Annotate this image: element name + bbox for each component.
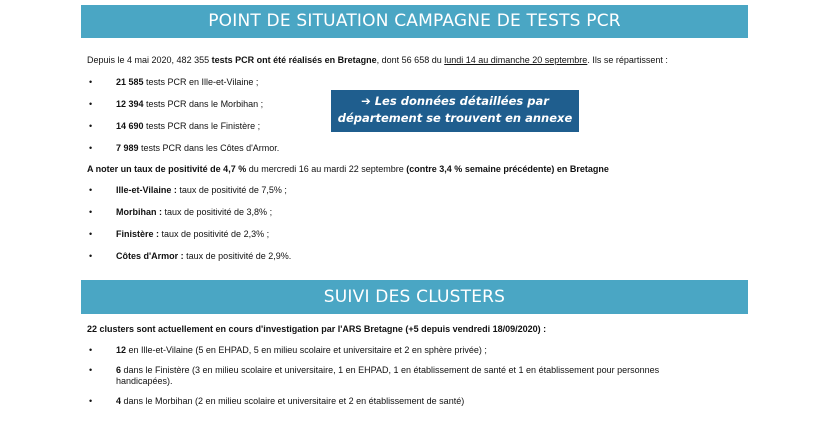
- list-item: [116, 143, 279, 154]
- positivity-part1: A noter un taux de positivité de 4,7 %: [87, 164, 247, 174]
- list-item: [116, 207, 272, 218]
- test-text: tests PCR dans le Finistère ;: [143, 121, 261, 131]
- rate-text: taux de positivité de 2,9%.: [183, 251, 292, 261]
- bullet-icon: •: [89, 396, 93, 406]
- list-item: [116, 251, 291, 262]
- section-title-clusters: SUIVI DES CLUSTERS: [81, 280, 748, 314]
- bullet-icon: •: [89, 121, 93, 131]
- cluster-text: dans le Morbihan (2 en milieu scolaire et universitaire et 2 en établissement de santé): [121, 396, 465, 406]
- list-item: [116, 121, 260, 132]
- list-item-continuation: handicapées).: [116, 376, 173, 386]
- cluster-text: en Ille-et-Vilaine (5 en EHPAD, 5 en milieu scolaire et universitaire et 2 en sphère privée) ;: [126, 345, 487, 355]
- dept-name: Finistère :: [116, 229, 160, 239]
- test-count: 14 690: [116, 121, 144, 131]
- bullet-icon: •: [89, 345, 93, 355]
- list-item: [116, 185, 287, 196]
- intro-part2: , dont 56 658 du: [376, 55, 445, 65]
- bullet-icon: •: [89, 229, 93, 239]
- callout-line1: ➔ Les données détaillées par: [361, 94, 549, 108]
- bullet-icon: •: [89, 185, 93, 195]
- cluster-count: 12: [116, 345, 127, 355]
- annex-callout: [331, 90, 579, 132]
- intro-part1: Depuis le 4 mai 2020, 482 355: [87, 55, 212, 65]
- dept-name: Côtes d'Armor :: [116, 251, 184, 261]
- rate-text: taux de positivité de 7,5% ;: [176, 185, 287, 195]
- section-title-tests: POINT DE SITUATION CAMPAGNE DE TESTS PCR: [81, 5, 748, 38]
- clusters-intro-text: 22 clusters sont actuellement en cours d'investigation par l'ARS Bretagne (+5 depuis vendredi 18/09/2020) :: [87, 324, 547, 334]
- list-item: [116, 229, 269, 240]
- rate-text: taux de positivité de 2,3% ;: [159, 229, 270, 239]
- rate-text: taux de positivité de 3,8% ;: [162, 207, 273, 217]
- bullet-icon: •: [89, 365, 93, 375]
- test-text: tests PCR dans le Morbihan ;: [143, 99, 264, 109]
- list-item: [116, 396, 464, 407]
- list-item: [116, 365, 659, 376]
- bullet-icon: •: [89, 77, 93, 87]
- bullet-icon: •: [89, 207, 93, 217]
- cluster-text: dans le Finistère (3 en milieu scolaire et universitaire, 1 en EHPAD, 1 en établissement de santé et 1 en établissement pour personnes: [121, 365, 660, 375]
- dept-name: Morbihan :: [116, 207, 162, 217]
- positivity-intro: [87, 164, 609, 175]
- positivity-part3: (contre 3,4 % semaine précédente) en Bretagne: [406, 164, 609, 174]
- bullet-icon: •: [89, 251, 93, 261]
- test-count: 7 989: [116, 143, 139, 153]
- intro-part3: . Ils se répartissent :: [587, 55, 668, 65]
- intro-part1-bold: tests PCR ont été réalisés en Bretagne: [211, 55, 377, 65]
- cluster-count: 4: [116, 396, 122, 406]
- bullet-icon: •: [89, 99, 93, 109]
- positivity-part2: du mercredi 16 au mardi 22 septembre: [246, 164, 407, 174]
- callout-line2: département se trouvent en annexe: [337, 111, 573, 125]
- list-item: [116, 99, 263, 110]
- clusters-intro: [87, 324, 546, 335]
- test-text: tests PCR en Ille-et-Vilaine ;: [143, 77, 259, 87]
- list-item: [116, 77, 258, 88]
- test-text: tests PCR dans les Côtes d'Armor.: [138, 143, 280, 153]
- bullet-icon: •: [89, 143, 93, 153]
- test-count: 21 585: [116, 77, 144, 87]
- tests-intro: [87, 55, 668, 66]
- test-count: 12 394: [116, 99, 144, 109]
- cluster-count: 6: [116, 365, 122, 375]
- list-item: [116, 345, 487, 356]
- intro-period: lundi 14 au dimanche 20 septembre: [444, 55, 588, 65]
- dept-name: Ille-et-Vilaine :: [116, 185, 177, 195]
